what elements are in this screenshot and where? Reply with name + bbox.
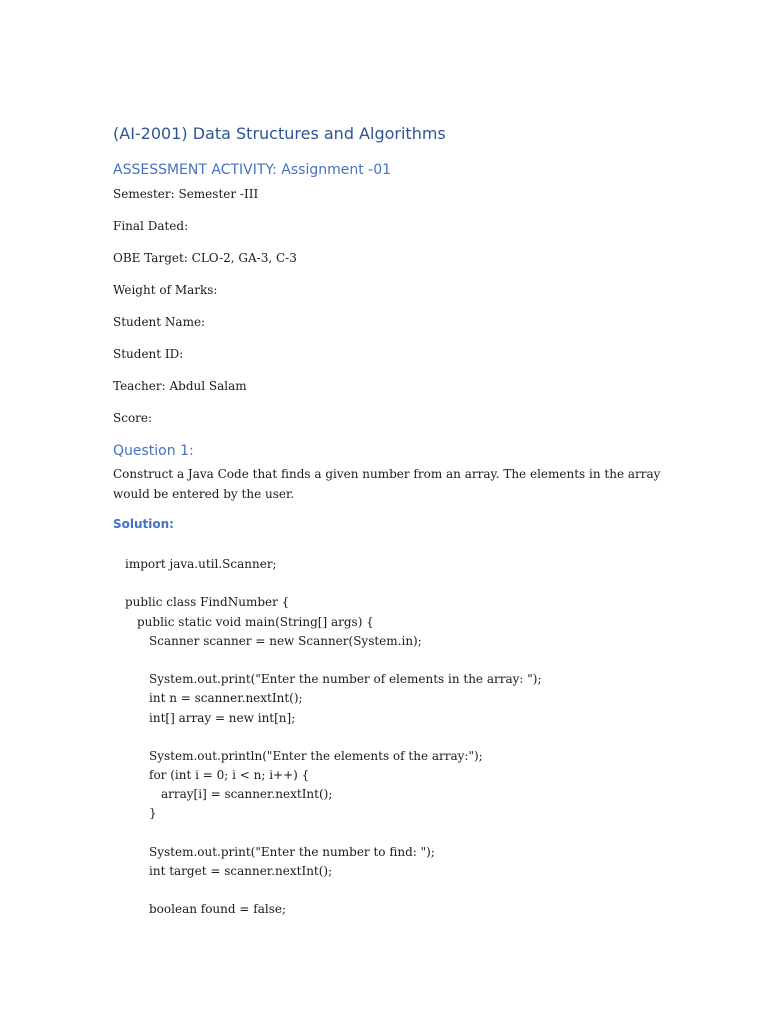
code-line: for (int i = 0; i < n; i++) {: [149, 768, 310, 783]
code-line: int[] array = new int[n];: [149, 710, 296, 725]
code-line: [113, 824, 542, 843]
student-name-line: Student Name:: [113, 315, 206, 329]
weight-of-marks-line: Weight of Marks:: [113, 283, 218, 297]
code-line: boolean found = false;: [149, 902, 286, 917]
code-line: array[i] = scanner.nextInt();: [161, 787, 333, 802]
assessment-subtitle: ASSESSMENT ACTIVITY: Assignment -01: [113, 162, 392, 178]
code-line: int n = scanner.nextInt();: [149, 691, 303, 706]
code-line: int target = scanner.nextInt();: [149, 864, 333, 878]
question-text: Construct a Java Code that finds a given number from an array. The elements in the array would be entered by the user.: [113, 467, 661, 501]
teacher-line: Teacher: Abdul Salam: [113, 379, 247, 393]
code-line: System.out.println("Enter the elements of the array:");: [149, 748, 483, 763]
question-heading: Question 1:: [113, 443, 194, 459]
final-dated-line: Final Dated:: [113, 219, 189, 233]
semester-line: Semester: Semester -III: [113, 187, 259, 201]
code-line: [113, 574, 542, 593]
code-line: }: [149, 806, 157, 821]
solution-label: Solution:: [113, 517, 174, 531]
code-line: import java.util.Scanner;: [125, 557, 277, 571]
assessment-info-list: [113, 186, 297, 442]
obe-target-line: OBE Target: CLO-2, GA-3, C-3: [113, 251, 297, 265]
code-line: System.out.print("Enter the number to find: ");: [149, 844, 435, 859]
code-line: public class FindNumber {: [125, 595, 290, 610]
code-line: Scanner scanner = new Scanner(System.in);: [149, 633, 422, 648]
code-line: public static void main(String[] args) {: [137, 614, 374, 629]
code-line: [113, 881, 542, 900]
code-line: [113, 651, 542, 670]
document-title: (AI-2001) Data Structures and Algorithms: [113, 124, 446, 143]
student-id-line: Student ID:: [113, 347, 184, 361]
code-line: System.out.print("Enter the number of elements in the array: ");: [149, 672, 542, 687]
code-block: [113, 555, 542, 920]
code-line: [113, 728, 542, 747]
score-line: Score:: [113, 411, 153, 425]
